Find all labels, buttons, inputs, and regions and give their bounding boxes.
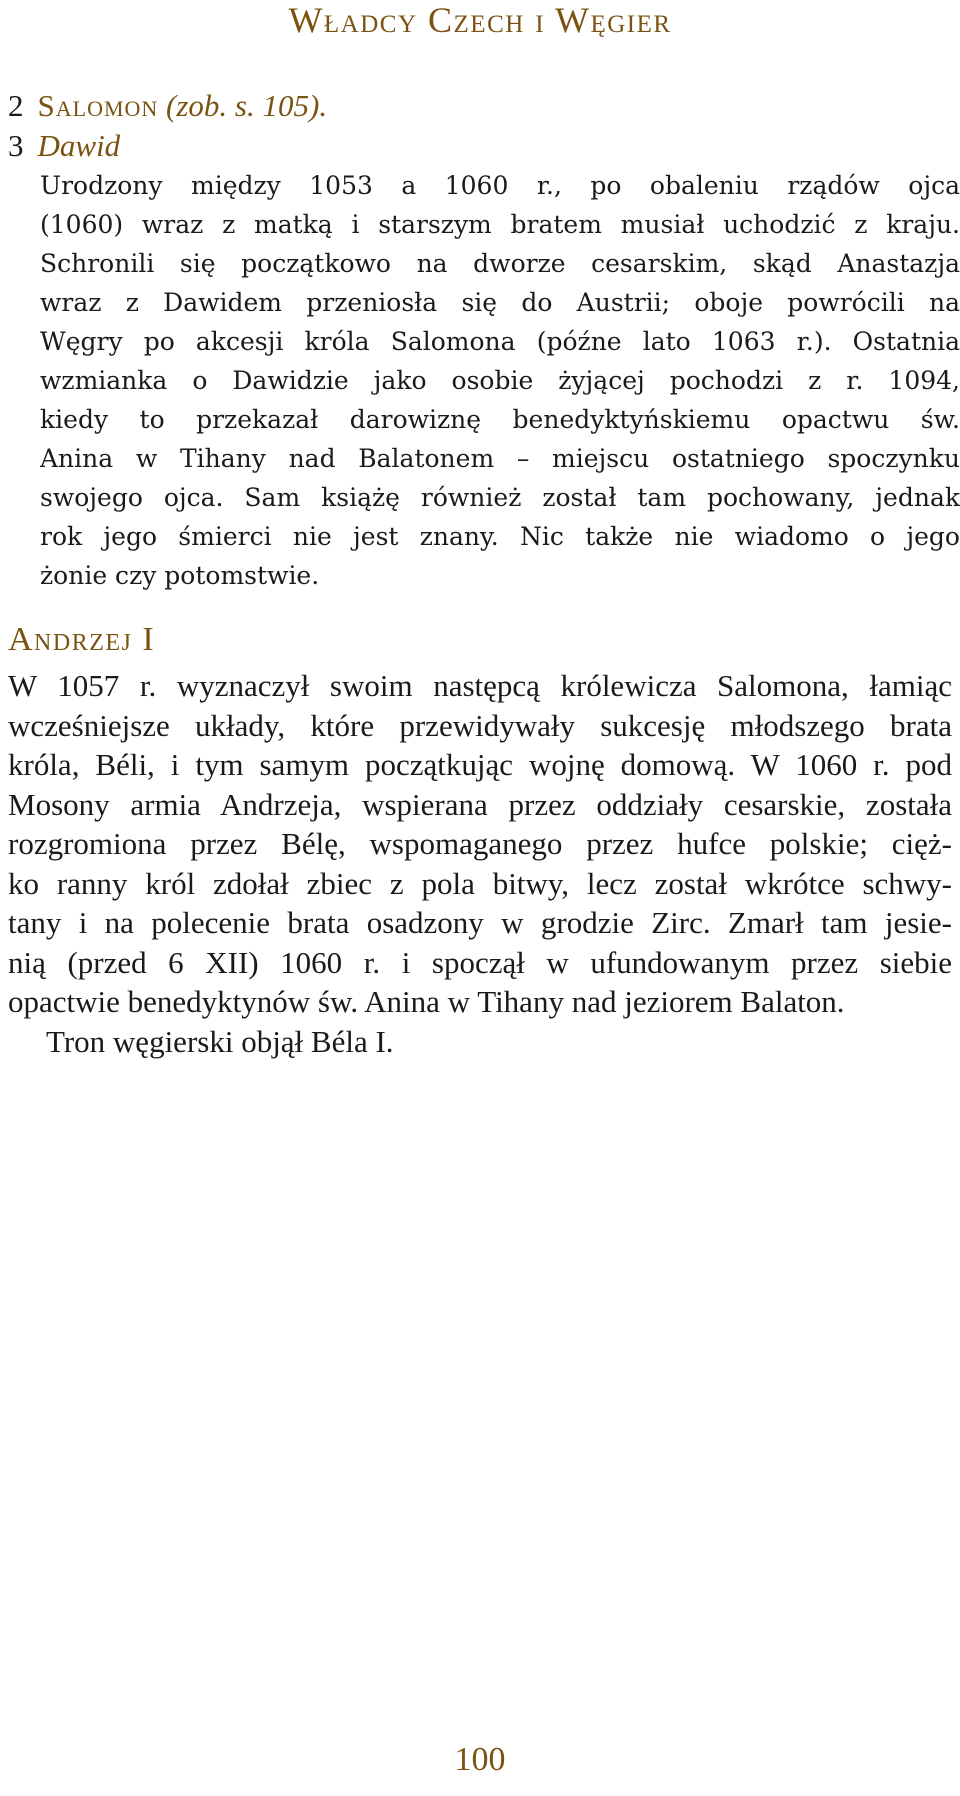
text-line: rok jego śmierci nie jest znany. Nic także nie wiadomo o jego [40, 522, 960, 551]
text-line: Anina w Tihany nad Balatonem – miejscu ostatniego spoczynku [40, 444, 960, 473]
entry-salomon [8, 86, 327, 126]
section-title-andrzej: Andrzej I [8, 621, 156, 658]
entry-name: Salomon [37, 88, 159, 123]
text-line: wzmianka o Dawidzie jako osobie żyjącej pochodzi z r. 1094, [40, 366, 960, 395]
entry-number: 2 [8, 88, 24, 123]
text-line: Mosony armia Andrzeja, wspierana przez oddziały cesarskie, została [8, 786, 952, 822]
text-line: nią (przed 6 XII) 1060 r. i spoczął w ufundowanym przez siebie [8, 944, 952, 980]
text-line: tany i na polecenie brata osadzony w grodzie Zirc. Zmarł tam jesie- [8, 905, 952, 940]
entry-number: 3 [8, 128, 24, 163]
text-line: swojego ojca. Sam książę również został tam pochowany, jednak [40, 483, 960, 512]
entry-reference: (zob. s. 105). [166, 88, 328, 123]
text-line: wcześniejsze układy, które przewidywały sukcesję młodszego brata [8, 707, 952, 743]
running-title: Władcy Czech i Węgier [288, 0, 672, 40]
text-line: rozgromiona przez Bélę, wspomaganego przez hufce polskie; cięż- [8, 826, 952, 861]
entry-dawid [8, 126, 120, 166]
text-line: ko ranny król zdołał zbiec z pola bitwy, lecz został wkrótce schwy- [8, 865, 952, 901]
page-number: 100 [454, 1741, 506, 1778]
text-line: żonie czy potomstwie. [40, 561, 320, 590]
entry-name: Dawid [37, 128, 121, 163]
text-line: Węgry po akcesji króla Salomona (późne lato 1063 r.). Ostatnia [40, 327, 960, 356]
text-line: wraz z Dawidem przeniosła się do Austrii; oboje powrócili na [40, 288, 960, 317]
text-line: Schronili się początkowo na dworze cesarskim, skąd Anastazja [40, 249, 960, 278]
text-line: W 1057 r. wyznaczył swoim następcą królewicza Salomona, łamiąc [8, 668, 952, 703]
andrzej-biography [8, 666, 952, 1061]
text-line: króla, Béli, i tym samym początkując wojnę domową. W 1060 r. pod [8, 747, 952, 782]
text-line: (1060) wraz z matką i starszym bratem musiał uchodzić z kraju. [40, 210, 960, 239]
text-line: kiedy to przekazał darowiznę benedyktyńskiemu opactwu św. [40, 405, 960, 434]
text-line: Tron węgierski objął Béla I. [46, 1023, 394, 1059]
dawid-biography [40, 166, 960, 595]
text-line: Urodzony między 1053 a 1060 r., po obaleniu rządów ojca [40, 171, 960, 200]
text-line: opactwie benedyktynów św. Anina w Tihany nad jeziorem Balaton. [8, 984, 845, 1019]
